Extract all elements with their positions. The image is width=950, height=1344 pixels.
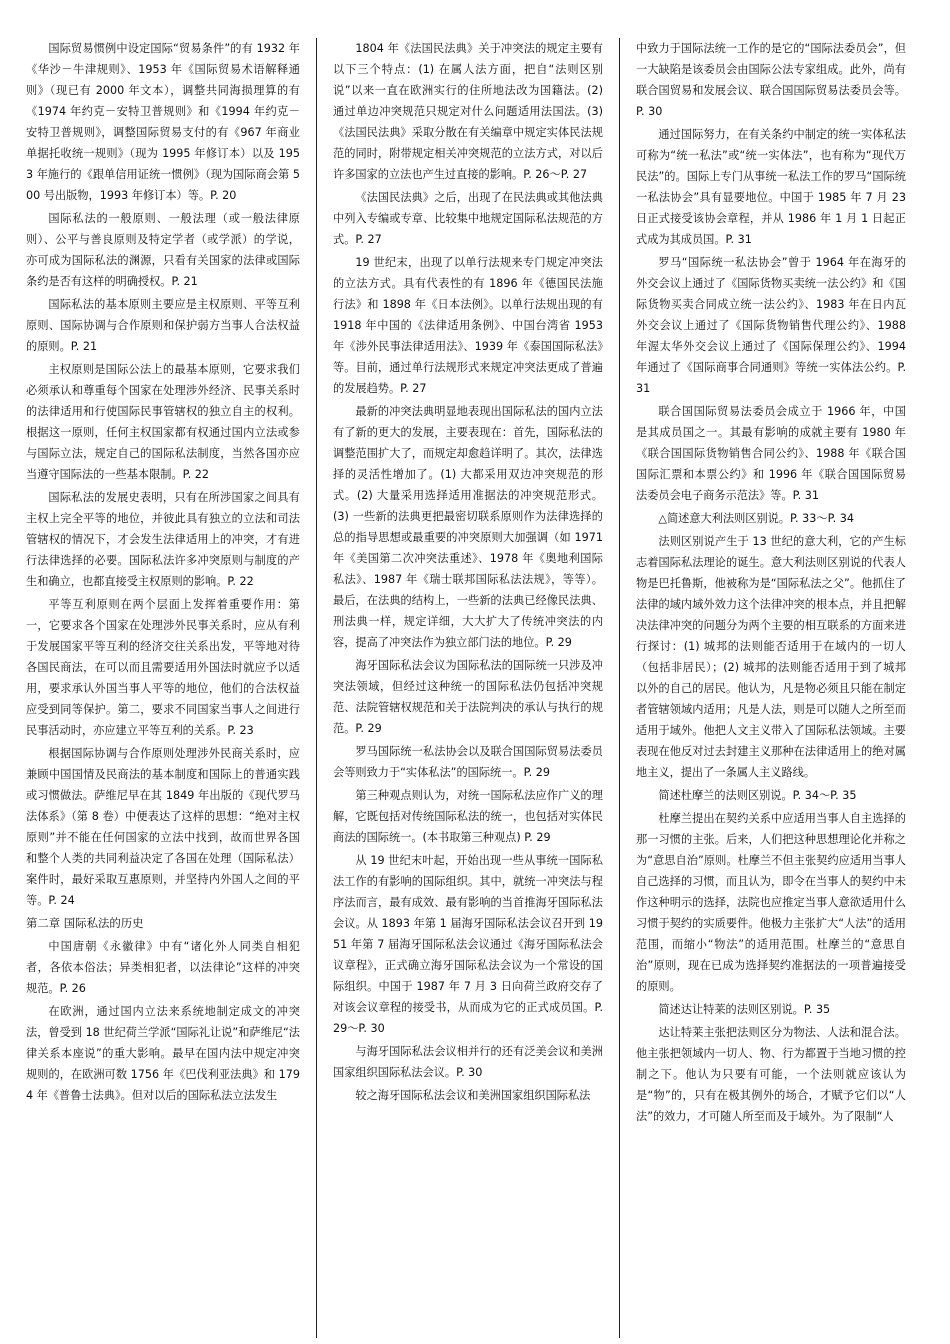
paragraph: 19 世纪末，出现了以单行法规来专门规定冲突法的立法方式。具有代表性的有 1896 年《德国民法施行法》和 1898 年《日本法例》。以单行法规出现的有 1918 年中国的《法律适用条例》、中国台湾省 1953 年《涉外民事法律适用法》、1939 年《泰国国际私法》等。目前，通过单行法规形式来规定冲突法更成了普遍的发展趋势。P. 27	[333, 256, 603, 395]
paragraph: 根据国际协调与合作原则处理涉外民商关系时，应兼顾中国国情及民商法的基本制度和国际上的普通实践或习惯做法。萨维尼早在其 1849 年出版的《现代罗马法体系》（第 8 卷）中便表达了这样的思想：“绝对主权原则”并不能在任何国家的立法中找到，故而世界各国和整个人类的共同利益决定了各国在处理（国际私法）案件时，最好采取互惠原则，并坚持内外国人之间的平等。P. 24	[26, 747, 300, 907]
paragraph: 最新的冲突法典明显地表现出国际私法的国内立法有了新的更大的发展，主要表现在：首先，国际私法的调整范围扩大了，而规定却愈趋详明了。其次，法律选择的灵活性增加了。(1) 大都采用双边冲突规范的形式。(2) 大量采用选择适用准据法的冲突规范形式。(3) 一些新的法典更把最密切联系原则作为法律选择的总的指导思想或最重要的冲突原则大加强调（如 1971 年《美国第二次冲突法重述》、1978 年《奥地利国际私法》、1987 年《瑞士联邦国际私法法规》，等等）。最后，在法典的结构上，一些新的法典已经像民法典、刑法典一样，规定详细，大大扩大了传统冲突法的内容，提高了冲突法作为独立部门法的地位。P. 29	[333, 405, 603, 649]
paragraph: 法则区别说产生于 13 世纪的意大利，它的产生标志着国际私法理论的诞生。意大利法则区别说的代表人物是巴托鲁斯，他被称为是“国际私法之父”。他抓住了法律的域内域外效力这个法律冲突的根本点，并且把解决法律冲突的问题分为两个主要的相互联系的方面来进行探讨：(1) 城邦的法则能否适用于在域内的一切人（包括非居民）；(2) 城邦的法则能否适用于到了城邦以外的自己的居民。他认为，凡是物必须且只能在制定者管辖领域内适用；凡是人法，则是可以随人之所至而适用于域外。他把人文主义带入了国际私法领域。主要表现在他反对过去封建主义那种在法律适用上的绝对属地主义，提出了一条属人主义路线。	[636, 535, 906, 779]
paragraph: 中致力于国际法统一工作的是它的“国际法委员会”，但一大缺陷是该委员会由国际公法专家组成。此外，尚有联合国贸易和发展会议、联合国国际贸易法委员会等。P. 30	[636, 42, 906, 118]
paragraph: 国际贸易惯例中设定国际“贸易条件”的有 1932 年《华沙－牛津规则》、1953 年《国际贸易术语解释通则》（现已有 2000 年文本），调整共同海损理算的有《1974 年约克－安特卫普规则》和《1994 年约克－安特卫普规则》，调整国际贸易支付的有《967 年商业单据托收统一规则》（现为 1995 年修订本）以及 1953 年施行的《跟单信用证统一惯例》（现为国际商会第 500 号出版物，1993 年修订本）等。P. 20	[26, 42, 300, 202]
paragraph: 联合国国际贸易法委员会成立于 1966 年，中国是其成员国之一。其最有影响的成就主要有 1980 年《联合国国际货物销售合同公约》、1988 年《联合国国际汇票和本票公约》和 1996 年《联合国国际贸易法委员会电子商务示范法》等。P. 31	[636, 405, 906, 502]
paragraph: 罗马国际统一私法协会以及联合国国际贸易法委员会等则致力于“实体私法”的国际统一。P. 29	[333, 745, 603, 779]
paragraph: 第三种观点则认为，对统一国际私法应作广义的理解，它既包括对传统国际私法的统一，也包括对实体民商法的国际统一。(本书取第三种观点) P. 29	[333, 789, 603, 844]
document-page	[22, 38, 928, 1338]
paragraph: 与海牙国际私法会议相并行的还有泛美会议和美洲国家组织国际私法会议。P. 30	[333, 1045, 603, 1079]
paragraph: 较之海牙国际私法会议和美洲国家组织国际私法	[355, 1089, 591, 1102]
paragraph: 通过国际努力，在有关条约中制定的统一实体私法可称为“统一私法”或“统一实体法”，也有称为“现代万民法”的。国际上专门从事统一私法工作的罗马“国际统一私法协会”具有显要地位。中国于 1985 年 7 月 23 日正式接受该协会章程，并从 1986 年 1 月 1 日起正式成为其成员国。P. 31	[636, 128, 906, 246]
paragraph: 在欧洲，通过国内立法来系统地制定成文的冲突法，曾受到 18 世纪荷兰学派“国际礼让说”和萨维尼“法律关系本座说”的重大影响。最早在国内法中规定冲突规则的，在欧洲可数 1756 年《巴伐利亚法典》和 1794 年《普鲁士法典》。但对以后的国际私法立法发生	[26, 1005, 300, 1102]
column-1	[22, 38, 308, 1338]
paragraph: 简述杜摩兰的法则区别说。P. 34～P. 35	[658, 789, 857, 802]
paragraph: 国际私法的基本原则主要应是主权原则、平等互利原则、国际协调与合作原则和保护弱方当事人合法权益的原则。P. 21	[26, 298, 300, 353]
paragraph: 主权原则是国际公法上的最基本原则，它要求我们必须承认和尊重每个国家在处理涉外经济、民事关系时的法律适用和行使国际民事管辖权的独立自主的权利。根据这一原则，任何主权国家都有权通过国内立法或参与国际立法，规定自己的国际私法制度，当然各国亦应当遵守国际法的一些基本限制。P. 22	[26, 363, 300, 481]
column-2	[325, 38, 611, 1338]
paragraph: 1804 年《法国民法典》关于冲突法的规定主要有以下三个特点：(1) 在属人法方面，把自“法则区别说”以来一直在欧洲实行的住所地法改为国籍法。(2) 通过单边冲突规范只规定对什么问题适用法国法。(3)《法国民法典》采取分散在有关编章中规定实体民法规范的同时，附带规定相关冲突规范的立法方式，对以后许多国家的立法也产生过直接的影响。P. 26～P. 27	[333, 42, 603, 181]
paragraph: 达让特莱主张把法则区分为物法、人法和混合法。他主张把领域内一切人、物、行为都置于当地习惯的控制之下。他认为只要有可能，一个法则就应该认为是“物”的，只有在极其例外的场合，才赋予它们以“人法”的效力，才可随人所至而及于域外。为了限制“人	[636, 1026, 906, 1123]
paragraph: 国际私法的发展史表明，只有在所涉国家之间具有主权上完全平等的地位，并彼此具有独立的立法和司法管辖权的情况下，才会发生法律适用上的冲突，才有进行法律选择的必要。国际私法许多冲突原则与制度的产生和确立，也都直接受主权原则的影响。P. 22	[26, 491, 300, 588]
column-3	[628, 38, 914, 1338]
paragraph: 杜摩兰提出在契约关系中应适用当事人自主选择的那一习惯的主张。后来，人们把这种思想理论化并称之为“意思自治”原则。杜摩兰不但主张契约应适用当事人自己选择的习惯，而且认为，即令在当事人的契约中未作这种明示的选择，法院也应推定当事人意欲适用什么习惯于契约的实质要件。他极力主张扩大“人法”的适用范围，而缩小“物法”的适用范围。杜摩兰的“意思自治”原则，现在已成为选择契约准据法的一项普遍接受的原则。	[636, 812, 906, 993]
paragraph: 国际私法的一般原则、一般法理（或一般法律原则）、公平与善良原则及特定学者（或学派）的学说，亦可成为国际私法的渊源，只看有关国家的法律或国际条约是否有这样的明确授权。P. 21	[26, 212, 300, 288]
paragraph: 罗马“国际统一私法协会”曾于 1964 年在海牙的外交会议上通过了《国际货物买卖统一法公约》和《国际货物买卖合同成立统一法公约》、1983 年在日内瓦外交会议上通过了《国际货物销售代理公约》、1988 年渥太华外交会议上通过了《国际保理公约》、1994 年通过了《国际商事合同通则》等统一实体法公约。P. 31	[636, 256, 906, 395]
chapter-heading: 第二章 国际私法的历史	[26, 916, 144, 930]
paragraph: 海牙国际私法会议为国际私法的国际统一只涉及冲突法领域，但经过这种统一的国际私法仍包括冲突规范、法院管辖权规范和关于法院判决的承认与执行的规范。P. 29	[333, 659, 603, 735]
paragraph: 从 19 世纪末叶起，开始出现一些从事统一国际私法工作的有影响的国际组织。其中，就统一冲突法与程序法而言，最有成效、最有影响的当首推海牙国际私法会议。从 1893 年第 1 届海牙国际私法会议召开到 1951 年第 7 届海牙国际私法会议通过《海牙国际私法会议章程》，正式确立海牙国际私法会议为一个常设的国际组织。中国于 1987 年 7 月 3 日向荷兰政府交存了对该会议章程的接受书，从而成为它的正式成员国。P. 29～P. 30	[333, 854, 603, 1035]
paragraph: △简述意大利法则区别说。P. 33～P. 34	[658, 512, 854, 525]
paragraph: 《法国民法典》之后，出现了在民法典或其他法典中列入专编或专章、比较集中地规定国际私法规范的方式。P. 27	[333, 191, 603, 246]
paragraph: 简述达让特莱的法则区别说。P. 35	[658, 1003, 831, 1016]
paragraph: 中国唐朝《永徽律》中有“诸化外人同类自相犯者，各依本俗法；异类相犯者，以法律论”这样的冲突规范。P. 26	[26, 940, 300, 995]
paragraph: 平等互利原则在两个层面上发挥着重要作用：第一，它要求各个国家在处理涉外民事关系时，应从有利于发展国家平等互利的经济交往关系出发，平等地对待各国民商法，在可以而且需要适用外国法时就应予以适用，要求承认外国当事人平等的地位，他们的合法权益应受到同等保护。第二，要求不同国家当事人之间进行民事活动时，亦应建立平等互利的关系。P. 23	[26, 598, 300, 737]
